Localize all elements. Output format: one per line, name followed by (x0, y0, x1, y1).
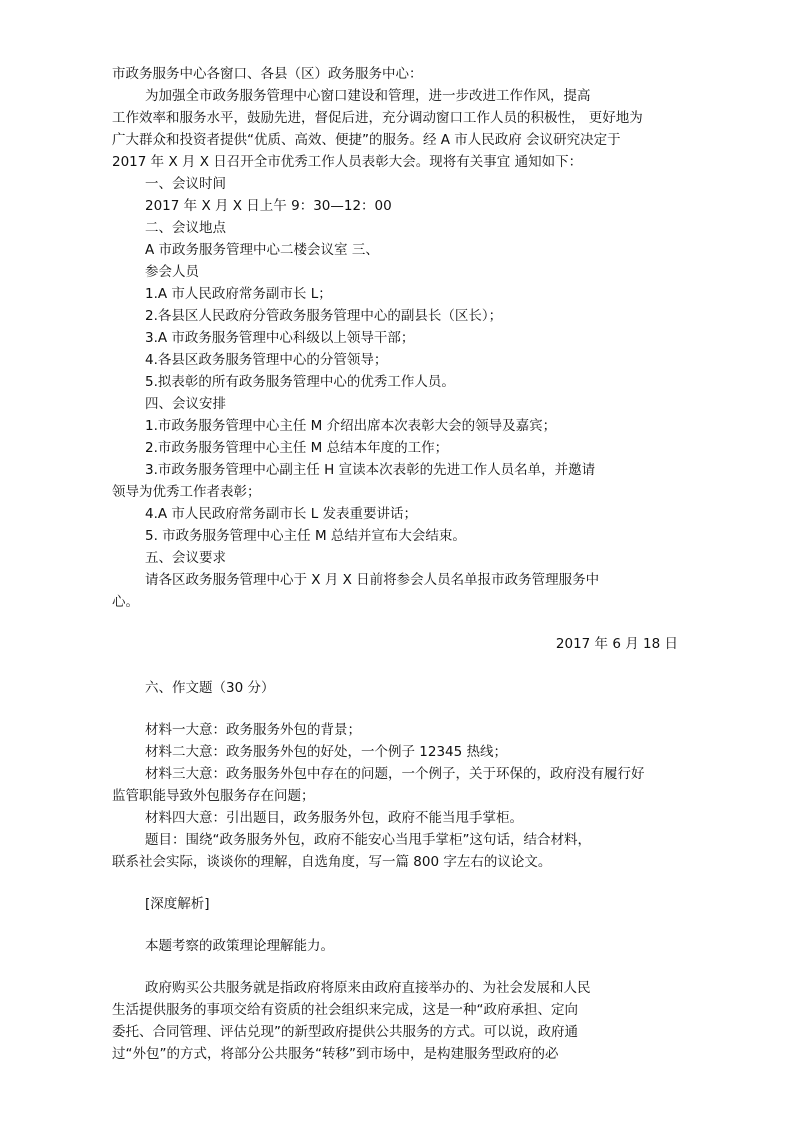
meeting-time: 2017 年 X 月 X 日上午 9：30—12：00 (145, 198, 392, 214)
section-heading-agenda: 四、会议安排 (145, 396, 226, 412)
section-heading-requirements: 五、会议要求 (145, 550, 226, 566)
intro-line: 工作效率和服务水平，鼓励先进，督促后进，充分调动窗口工作人员的积极性， 更好地为 (112, 110, 643, 126)
intro-line: 为加强全市政务服务管理中心窗口建设和管理，进一步改进工作作风，提高 (145, 88, 591, 104)
analysis-body-line: 政府购买公共服务就是指政府将原来由政府直接举办的、为社会发展和人民 (145, 980, 591, 996)
analysis-body-line: 委托、合同管理、评估兑现”的新型政府提供公共服务的方式。可以说，政府通 (112, 1024, 578, 1040)
requirement-line: 请各区政务服务管理中心于 X 月 X 日前将参会人员名单报市政务管理服务中 (145, 572, 600, 588)
analysis-heading: [深度解析] (145, 896, 210, 912)
agenda-item: 4.A 市人民政府常务副市长 L 发表重要讲话； (145, 506, 418, 522)
agenda-item-continued: 领导为优秀工作者表彰； (112, 484, 261, 500)
notice-date: 2017 年 6 月 18 日 (555, 636, 678, 652)
agenda-item: 2.市政务服务管理中心主任 M 总结本年度的工作； (145, 440, 449, 456)
analysis-body-line: 生活提供服务的事项交给有资质的社会组织来完成，这是一种“政府承担、定向 (112, 1002, 578, 1018)
section-heading-place: 二、会议地点 (145, 220, 226, 236)
salutation: 市政务服务中心各窗口、各县（区）政务服务中心： (112, 66, 423, 82)
analysis-body-line: 过“外包”的方式，将部分公共服务“转移”到市场中，是构建服务型政府的必 (112, 1046, 559, 1062)
intro-line: 广大群众和投资者提供“优质、高效、便捷”的服务。经 A 市人民政府 会议研究决定于 (112, 132, 621, 148)
attendee-item: 2.各县区人民政府分管政务服务管理中心的副县长（区长）； (145, 308, 503, 324)
essay-heading: 六、作文题（30 分） (145, 680, 275, 696)
essay-prompt-line: 联系社会实际，谈谈你的理解，自选角度，写一篇 800 字左右的议论文。 (112, 854, 552, 870)
material-line: 材料四大意：引出题目，政务服务外包，政府不能当甩手掌柜。 (145, 810, 523, 826)
section-heading-attendees: 参会人员 (145, 264, 199, 280)
section-heading-time: 一、会议时间 (145, 176, 226, 192)
agenda-item: 5. 市政务服务管理中心主任 M 总结并宣布大会结束。 (145, 528, 466, 544)
requirement-line: 心。 (112, 594, 139, 610)
material-line: 材料二大意：政务服务外包的好处，一个例子 12345 热线； (145, 744, 508, 760)
agenda-item: 3.市政务服务管理中心副主任 H 宣读本次表彰的先进工作人员名单，并邀请 (145, 462, 596, 478)
material-line: 材料一大意：政务服务外包的背景； (145, 722, 361, 738)
attendee-item: 1.A 市人民政府常务副市长 L； (145, 286, 332, 302)
analysis-summary: 本题考察的政策理论理解能力。 (145, 938, 334, 954)
material-line-continued: 监管职能导致外包服务存在问题； (112, 788, 315, 804)
intro-line: 2017 年 X 月 X 日召开全市优秀工作人员表彰大会。现将有关事宜 通知如下： (112, 154, 583, 170)
essay-prompt-line: 题目：围绕“政务服务外包，政府不能安心当甩手掌柜”这句话，结合材料， (145, 832, 591, 848)
attendee-item: 4.各县区政务服务管理中心的分管领导； (145, 352, 388, 368)
meeting-place: A 市政务服务管理中心二楼会议室 三、 (145, 242, 379, 258)
attendee-item: 3.A 市政务服务管理中心科级以上领导干部； (145, 330, 415, 346)
agenda-item: 1.市政务服务管理中心主任 M 介绍出席本次表彰大会的领导及嘉宾； (145, 418, 557, 434)
attendee-item: 5.拟表彰的所有政务服务管理中心的优秀工作人员。 (145, 374, 455, 390)
material-line: 材料三大意：政务服务外包中存在的问题，一个例子，关于环保的，政府没有履行好 (145, 766, 645, 782)
